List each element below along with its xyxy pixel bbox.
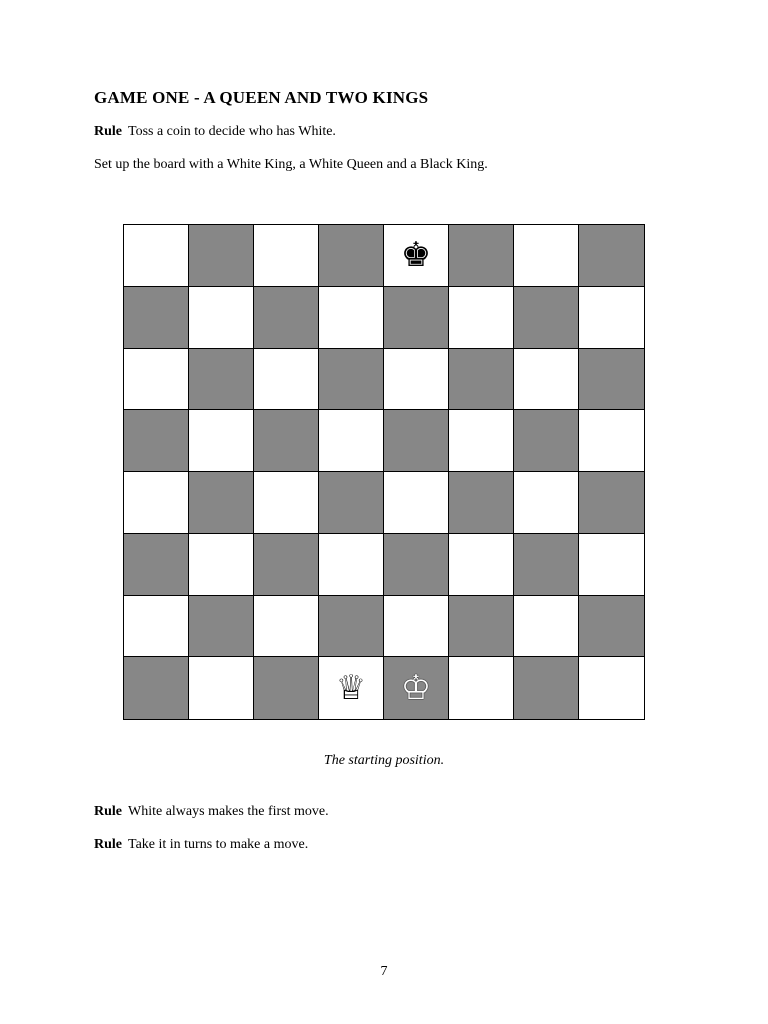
square-e7 <box>384 287 449 349</box>
square-e1 <box>384 657 449 719</box>
square-d1 <box>319 657 384 719</box>
square-g2 <box>514 596 579 658</box>
square-h2 <box>579 596 644 658</box>
rule-label: Rule <box>94 804 122 819</box>
square-f2 <box>449 596 514 658</box>
square-e3 <box>384 534 449 596</box>
square-c8 <box>254 225 319 287</box>
square-c1 <box>254 657 319 719</box>
square-a6 <box>124 349 189 411</box>
square-e2 <box>384 596 449 658</box>
square-b6 <box>189 349 254 411</box>
square-d5 <box>319 410 384 472</box>
rule-text: Toss a coin to decide who has White. <box>128 124 336 139</box>
square-c5 <box>254 410 319 472</box>
black-king-icon: ♚ <box>400 235 432 276</box>
square-a7 <box>124 287 189 349</box>
square-g8 <box>514 225 579 287</box>
square-c4 <box>254 472 319 534</box>
square-f8 <box>449 225 514 287</box>
page-number: 7 <box>380 964 388 979</box>
rule-label: Rule <box>94 124 122 139</box>
square-a4 <box>124 472 189 534</box>
square-h1 <box>579 657 644 719</box>
square-c2 <box>254 596 319 658</box>
square-b7 <box>189 287 254 349</box>
square-e8 <box>384 225 449 287</box>
square-c3 <box>254 534 319 596</box>
square-h6 <box>579 349 644 411</box>
square-g4 <box>514 472 579 534</box>
square-f5 <box>449 410 514 472</box>
white-queen-icon: ♕ <box>335 668 367 709</box>
square-c6 <box>254 349 319 411</box>
square-d3 <box>319 534 384 596</box>
square-d8 <box>319 225 384 287</box>
square-g1 <box>514 657 579 719</box>
white-king-icon: ♔ <box>400 668 432 709</box>
square-f7 <box>449 287 514 349</box>
square-b2 <box>189 596 254 658</box>
square-a1 <box>124 657 189 719</box>
rule-text: Take it in turns to make a move. <box>128 837 309 852</box>
square-g5 <box>514 410 579 472</box>
square-b4 <box>189 472 254 534</box>
square-f3 <box>449 534 514 596</box>
rule-white-first <box>94 804 329 820</box>
square-e5 <box>384 410 449 472</box>
rule-toss-coin <box>94 124 336 140</box>
square-e6 <box>384 349 449 411</box>
square-b5 <box>189 410 254 472</box>
rule-label: Rule <box>94 837 122 852</box>
page-title: GAME ONE - A QUEEN AND TWO KINGS <box>94 88 429 107</box>
square-d7 <box>319 287 384 349</box>
chess-board <box>123 224 645 720</box>
square-b1 <box>189 657 254 719</box>
board-caption: The starting position. <box>323 753 445 768</box>
setup-instruction: Set up the board with a White King, a White Queen and a Black King. <box>94 157 488 172</box>
square-b8 <box>189 225 254 287</box>
square-h7 <box>579 287 644 349</box>
square-e4 <box>384 472 449 534</box>
square-g3 <box>514 534 579 596</box>
square-d4 <box>319 472 384 534</box>
rule-take-turns <box>94 837 308 853</box>
square-a2 <box>124 596 189 658</box>
square-h8 <box>579 225 644 287</box>
square-g7 <box>514 287 579 349</box>
square-h3 <box>579 534 644 596</box>
square-a8 <box>124 225 189 287</box>
square-b3 <box>189 534 254 596</box>
square-d6 <box>319 349 384 411</box>
square-h4 <box>579 472 644 534</box>
rule-text: White always makes the first move. <box>128 804 329 819</box>
square-a5 <box>124 410 189 472</box>
square-g6 <box>514 349 579 411</box>
square-h5 <box>579 410 644 472</box>
square-f1 <box>449 657 514 719</box>
square-c7 <box>254 287 319 349</box>
square-d2 <box>319 596 384 658</box>
square-f6 <box>449 349 514 411</box>
square-a3 <box>124 534 189 596</box>
square-f4 <box>449 472 514 534</box>
